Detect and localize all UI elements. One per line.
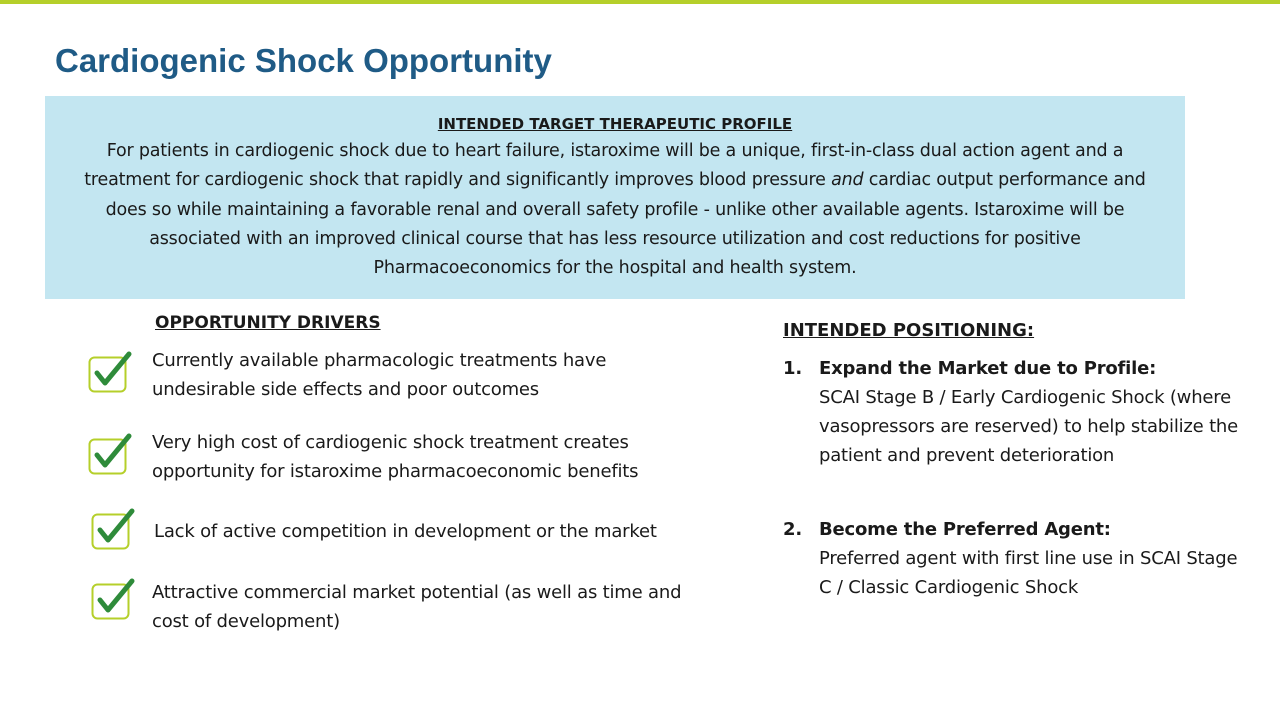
- driver-item: [88, 578, 728, 642]
- checkmark-icon: [88, 433, 132, 473]
- driver-text: Currently available pharmacologic treatments have undesirable side effects and poor outcomes: [152, 350, 607, 400]
- positioning-number: 1.: [783, 358, 802, 379]
- target-profile-box: [45, 96, 1185, 299]
- target-profile-text-1: For patients in cardiogenic shock due to heart failure, istaroxime will be a unique, first-in-class dual action agent and a treatment for cardiogenic shock that rapidly and significantly improves blood pressure: [84, 141, 1124, 191]
- driver-item: [88, 517, 728, 581]
- target-profile-emphasis: and: [831, 170, 864, 191]
- driver-text: Very high cost of cardiogenic shock treatment creates opportunity for istaroxime pharmacoeconomic benefits: [152, 432, 639, 482]
- positioning-title: Become the Preferred Agent:: [819, 519, 1111, 540]
- positioning-text: Preferred agent with first line use in SCAI Stage C / Classic Cardiogenic Shock: [819, 548, 1238, 598]
- positioning-item: [783, 354, 1243, 499]
- driver-item: [88, 428, 728, 492]
- target-profile-heading: INTENDED TARGET THERAPEUTIC PROFILE: [437, 115, 793, 133]
- positioning-heading: INTENDED POSITIONING:: [783, 320, 1035, 341]
- target-profile-body: [69, 137, 1161, 283]
- checkmark-icon: [91, 578, 135, 618]
- driver-item: [88, 346, 728, 410]
- positioning-content: [819, 515, 1239, 602]
- slide-title: Cardiogenic Shock Opportunity: [55, 42, 552, 79]
- positioning-number: 2.: [783, 519, 802, 540]
- checkmark-icon: [88, 351, 132, 391]
- driver-text: Attractive commercial market potential (as well as time and cost of development): [152, 582, 682, 632]
- positioning-item: [783, 515, 1243, 605]
- top-accent-bar: [0, 0, 1280, 4]
- driver-text: Lack of active competition in development or the market: [154, 521, 657, 542]
- positioning-title: Expand the Market due to Profile:: [819, 358, 1157, 379]
- positioning-text: SCAI Stage B / Early Cardiogenic Shock (where vasopressors are reserved) to help stabilize the patient and prevent deterioration: [819, 387, 1239, 466]
- opportunity-drivers-heading: OPPORTUNITY DRIVERS: [155, 313, 381, 333]
- positioning-content: [819, 354, 1239, 470]
- checkmark-icon: [91, 508, 135, 548]
- target-profile-text-2: cardiac output performance and does so while maintaining a favorable renal and overall safety profile - unlike other available agents. Istaroxime will be associated with an improved clinical course that has less resource utilization and cost reductions for positive Pharmacoeconomics for the hospital and health system.: [105, 170, 1146, 279]
